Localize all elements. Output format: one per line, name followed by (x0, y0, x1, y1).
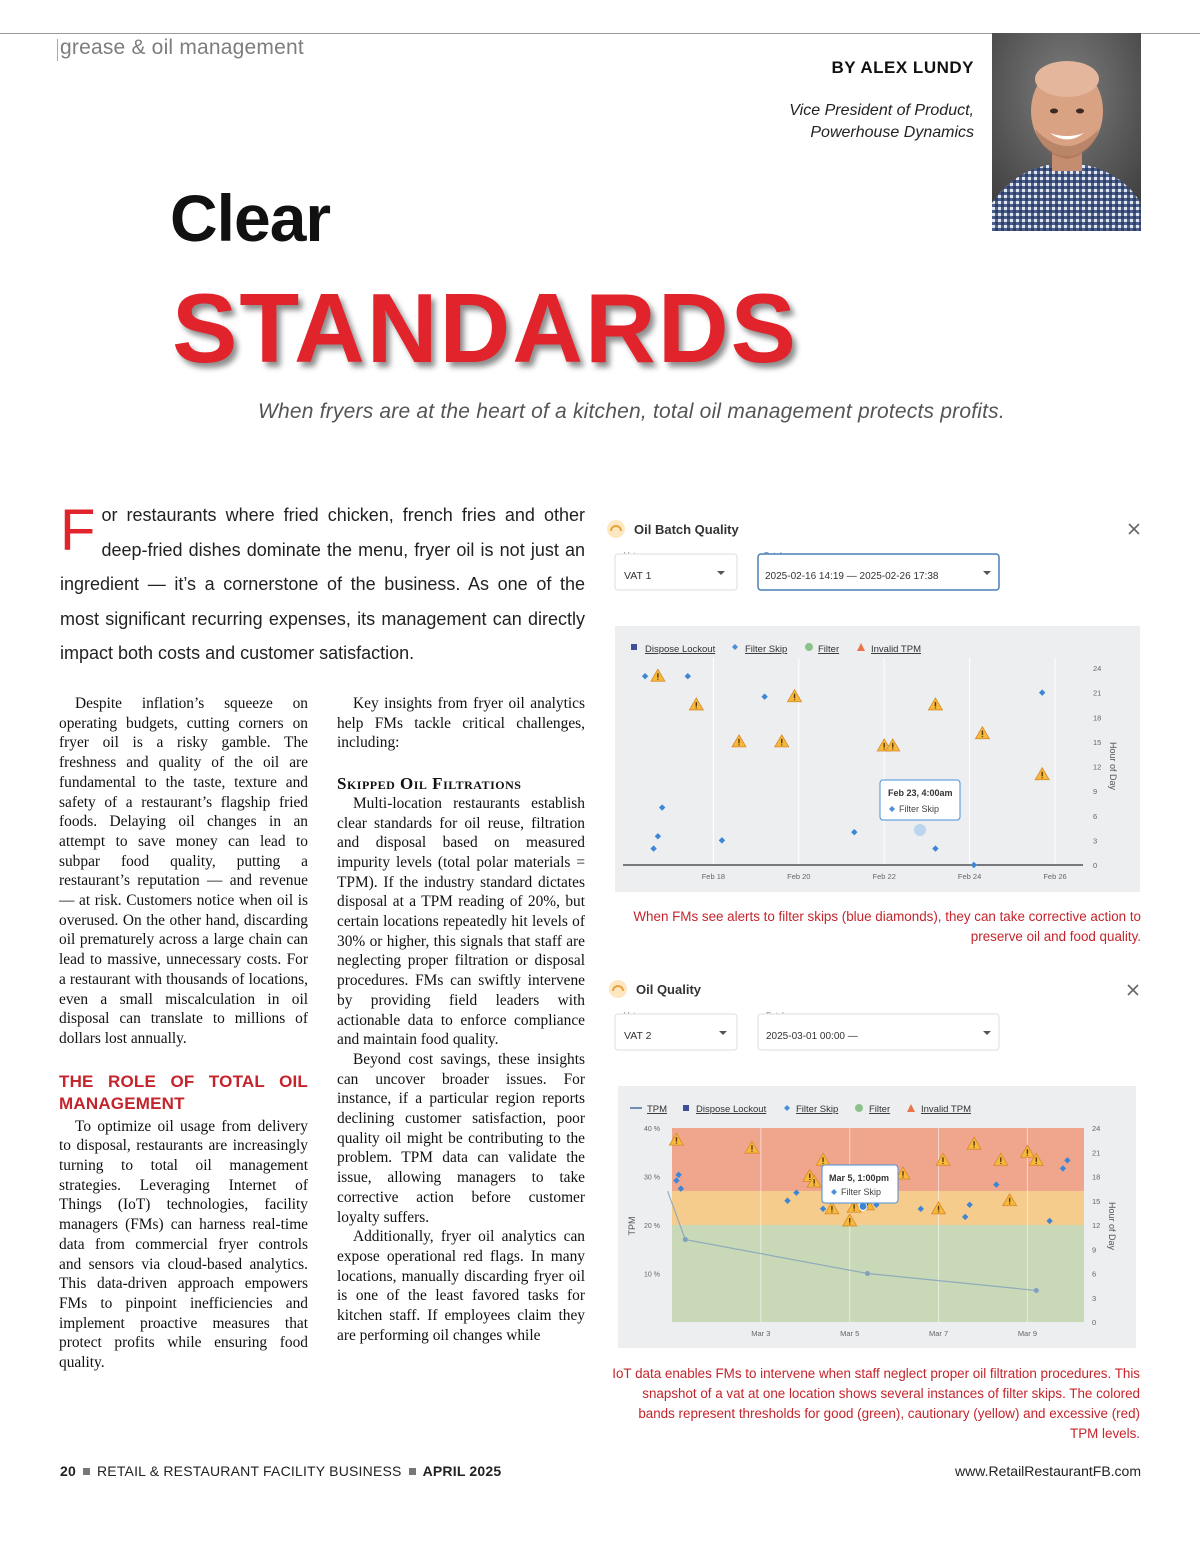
vat-value: VAT 2 (624, 1030, 652, 1042)
headline-line2: STANDARDS (172, 273, 798, 383)
subhead-role: THE ROLE OF TOTAL OIL MANAGEMENT (59, 1071, 308, 1113)
y-tick-label: 12 (1092, 1221, 1101, 1230)
figure-oil-batch-quality (600, 508, 1145, 898)
page-number: 20 (60, 1463, 76, 1479)
tooltip-label: Filter Skip (841, 1187, 882, 1197)
close-icon[interactable] (1129, 524, 1139, 534)
x-tick-label: Mar 9 (1017, 1329, 1037, 1338)
y-tick-label: 30 % (644, 1174, 660, 1182)
section-tag: grease & oil management (60, 36, 304, 59)
batch-select[interactable] (758, 554, 999, 590)
y-axis-title: Hour of Day (1108, 741, 1118, 791)
legend-label[interactable]: Dispose Lockout (696, 1104, 767, 1115)
legend-label[interactable]: Invalid TPM (921, 1104, 971, 1115)
tpm-point (865, 1271, 870, 1276)
widget-icon (609, 980, 627, 998)
y-tick-label: 10 % (644, 1271, 660, 1279)
figure2-caption: IoT data enables FMs to intervene when staff neglect proper oil filtration procedures. This snapshot of a vat at one location shows several instances of filter skips. The colored bands represent thresholds for good (green), cautionary (yellow) and excessive (red) TPM levels. (612, 1366, 1140, 1441)
author-role (789, 100, 974, 144)
footer-folio (60, 1463, 501, 1479)
author-title: Vice President of Product, (789, 102, 974, 119)
widget-title: Oil Quality (636, 982, 702, 997)
y-tick-label: 15 (1093, 737, 1102, 747)
subhead-skipped: Skipped Oil Filtrations (337, 774, 522, 794)
legend-label[interactable]: Invalid TPM (871, 644, 921, 655)
legend-swatch (855, 1104, 863, 1112)
widget-icon (607, 520, 625, 538)
tooltip-label: Filter Skip (899, 804, 940, 814)
y-tick-label: 24 (1093, 664, 1102, 673)
band-good (672, 1225, 1084, 1322)
y-tick-label: 0 (1092, 1318, 1097, 1327)
legend-label[interactable]: Filter Skip (796, 1104, 839, 1115)
legend-label[interactable]: Dispose Lockout (645, 644, 716, 655)
legend-label[interactable]: Filter (818, 644, 840, 655)
y-tick-label: 0 (1093, 861, 1098, 870)
body-paragraph: Multi-location restaurants establish clear standards for oil reuse, filtration and disposal based on measured impurity levels (total polar materials = TPM). If the industry standard dictates disposal at a TPM reading of 20%, but certain locations repeatedly hit levels of 30% or higher, this signals that staff are neglecting proper filtration or disposal procedures. FMs can swiftly intervene by providing field leaders with actionable data to enforce compliance and maintain food quality. (337, 794, 585, 1049)
x-tick-label: Mar 3 (751, 1329, 771, 1338)
close-icon[interactable] (1128, 985, 1138, 995)
figure-oil-quality (600, 968, 1145, 1353)
batch-select[interactable] (758, 1014, 999, 1050)
highlighted-point (859, 1202, 867, 1210)
x-tick-label: Feb 26 (1043, 872, 1067, 881)
tooltip-title: Feb 23, 4:00am (888, 788, 953, 798)
body-paragraph: Key insights from fryer oil analytics help FMs tackle critical challenges, including: (337, 695, 585, 752)
separator-square (83, 1468, 90, 1475)
vat-select[interactable] (615, 554, 737, 590)
x-tick-label: Feb 20 (787, 872, 811, 881)
tooltip (822, 1165, 898, 1203)
y-tick-label: 24 (1092, 1124, 1101, 1133)
separator-square (409, 1468, 416, 1475)
y-axis-title-right: Hour of Day (1107, 1201, 1117, 1251)
x-tick-label: Feb 18 (701, 872, 726, 881)
legend-swatch (805, 643, 813, 651)
tpm-point (1034, 1288, 1039, 1293)
vat-select[interactable] (615, 1014, 737, 1050)
vat-value: VAT 1 (624, 570, 652, 582)
figure1-caption: When FMs see alerts to filter skips (blue diamonds), they can take corrective action to preserve oil and food quality. (633, 909, 1141, 944)
y-tick-label: 6 (1093, 811, 1098, 821)
y-tick-label: 3 (1093, 836, 1098, 846)
x-tick-label: Mar 7 (928, 1329, 949, 1338)
y-tick-label: 9 (1093, 787, 1098, 797)
y-axis-title-left: TPM (627, 1216, 637, 1236)
publication-name: RETAIL & RESTAURANT FACILITY BUSINESS (96, 1463, 402, 1479)
batch-value: 2025-03-01 00:00 — (766, 1031, 858, 1042)
headline-line1: Clear (170, 181, 331, 255)
y-tick-label: 12 (1093, 762, 1102, 772)
legend (631, 643, 921, 655)
widget-title: Oil Batch Quality (634, 522, 739, 537)
lead-paragraph (60, 498, 585, 671)
body-paragraph: Beyond cost savings, these insights can uncover broader issues. For instance, if a particular region reports declining customer satisfaction, poor quality oil might be contributing to the problem. TPM data can validate the issue, allowing managers to take corrective action before customer loyalty suffers. (337, 1050, 585, 1226)
legend-swatch (683, 1105, 689, 1111)
footer-url[interactable]: www.RetailRestaurantFB.com (955, 1463, 1141, 1479)
body-paragraph: Despite inflation’s squeeze on operating budgets, cutting corners on fryer oil is a risky gamble. The freshness and quality of the oil are fundamental to the taste, texture and safety of a restaurant’s flagship fried foods. Delaying oil changes in an attempt to save money can lead to subpar food quality, putting a restaurant’s reputation — and revenue — at risk. Customers notice when oil is overused. On the other hand, discarding oil prematurely across a large chain can lead to massive, unnecessary costs. For a restaurant with thousands of locations, even a small miscalculation in oil disposal can translate to millions of dollars lost annually. (59, 695, 308, 1047)
body-column-1 (59, 694, 308, 1373)
y-tick-label: 21 (1092, 1148, 1101, 1158)
y-tick-label: 6 (1092, 1269, 1097, 1279)
x-tick-label: Feb 22 (872, 872, 896, 881)
plot-background (615, 626, 1140, 892)
y-tick-label: 21 (1093, 688, 1102, 698)
tooltip-title: Mar 5, 1:00pm (829, 1173, 890, 1183)
author-company: Powerhouse Dynamics (810, 124, 974, 141)
y-tick-label: 3 (1092, 1293, 1097, 1303)
y-tick-label: 9 (1092, 1245, 1097, 1255)
body-paragraph: To optimize oil usage from delivery to disposal, restaurants are increasingly turning to total oil management strategies. Leveraging Internet of Things (IoT) technologies, facility managers (FMs) can harness real-time data from commercial fryer controls and sensors via cloud-based analytics. This data-driven approach empowers FMs to pinpoint inefficiencies and implement proactive measures that protect profits while ensuring food quality. (59, 1117, 308, 1372)
legend-label[interactable]: TPM (647, 1104, 668, 1115)
drop-cap: F (60, 498, 96, 563)
legend-swatch (631, 644, 637, 650)
lead-text: or restaurants where fried chicken, french fries and other deep-fried dishes dominate the menu, fryer oil is not just an ingredient — it’s a cornerstone of the business. As one of the most significant recurring expenses, its management can directly impact both costs and customer satisfaction. (60, 505, 585, 663)
x-tick-label: Mar 5 (840, 1329, 860, 1338)
y-tick-label: 15 (1092, 1196, 1101, 1206)
deck-subtitle: When fryers are at the heart of a kitchen, total oil management protects profits. (258, 400, 1005, 423)
legend-label[interactable]: Filter (869, 1104, 891, 1115)
author-photo (992, 33, 1141, 231)
y-tick-label: 20 % (644, 1223, 660, 1230)
legend-label[interactable]: Filter Skip (745, 644, 788, 655)
y-tick-label: 40 % (644, 1126, 660, 1133)
byline: BY ALEX LUNDY (831, 58, 974, 77)
batch-value: 2025-02-16 14:19 — 2025-02-26 17:38 (765, 571, 939, 582)
body-column-2 (337, 694, 585, 1346)
tpm-point (683, 1237, 688, 1242)
x-tick-label: Feb 24 (957, 872, 982, 881)
issue-date: APRIL 2025 (422, 1463, 502, 1479)
y-tick-label: 18 (1093, 713, 1102, 723)
y-tick-label: 18 (1092, 1172, 1101, 1182)
body-paragraph: Additionally, fryer oil analytics can expose operational red flags. In many locations, manually discarding fryer oil is one of the least favored tasks for kitchen staff. If employees claim they are performing oil changes while (337, 1228, 585, 1344)
